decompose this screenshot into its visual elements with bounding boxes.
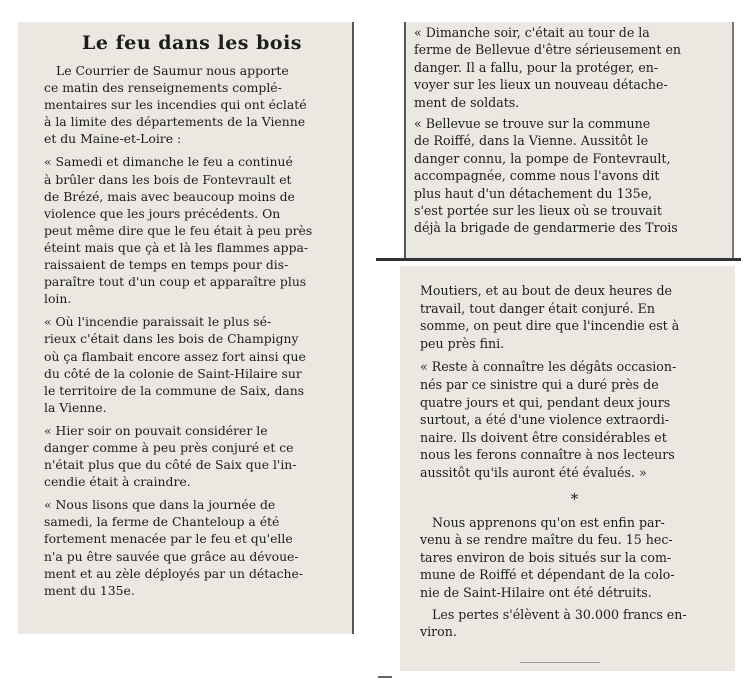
paragraph-bellevue-roiffe: « Bellevue se trouve sur la commune de Roiffé, dans la Vienne. Aussitôt le danger connu, la pompe de Fontevrault, accompagnée, comme nous l'avons dit plus haut d'un détachement du 135e, s'est portée sur les lieux où se trouvait déjà la brigade de gendarmerie des Trois <box>414 116 678 236</box>
paragraph-hier-soir: « Hier soir on pouvait considérer le danger comme à peu près conjuré et ce n'était plus que du côté de Saix que l'in- cendie était à craindre. <box>44 422 297 490</box>
article-clipping-left <box>18 22 354 634</box>
article-clipping-bottom-right <box>400 266 735 671</box>
paragraph-bellevue-danger: « Dimanche soir, c'était au tour de la ferme de Bellevue d'être sérieusement en danger. Il a fallu, pour la protéger, en- voyer sur les lieux un nouveau détache- ment de soldats. <box>414 25 682 110</box>
paragraph-intro: Le Courrier de Saumur nous apporte ce matin des renseignements complé- mentaires sur les incendies qui ont éclaté à la limite des départements de la Vienne et du Maine-et-Loire : <box>44 63 307 147</box>
scan-artifact <box>378 676 392 678</box>
paragraph-chanteloup: « Nous lisons que dans la journée de samedi, la ferme de Chanteloup a été fortement menacée par le feu et qu'elle n'a pu être sauvée que grâce au dévoue- ment et au zèle déployés par un détache- ment du 135e. <box>44 497 304 598</box>
paragraph-samedi: « Samedi et dimanche le feu a continué à brûler dans les bois de Fontevrault et de Brézé, mais avec beaucoup moins de violence que les jours précédents. On peut même dire que le feu était à peu près éteint mais que çà et là les flammes appa- raissaient de temps en temps pour dis- paraître tout d'un coup et apparaître plus loin. <box>44 154 313 307</box>
scan-artifact <box>520 662 600 663</box>
paragraph-pertes: Les pertes s'élèvent à 30.000 francs en- viron. <box>420 606 687 640</box>
paragraph-moutiers: Moutiers, et au bout de deux heures de travail, tout danger était conjuré. En somme, on peut dire que l'incendie est à peu près fini. <box>420 283 680 351</box>
article-title: Le feu dans les bois <box>82 32 302 54</box>
section-separator: * <box>570 489 579 508</box>
column-rule <box>376 258 741 261</box>
paragraph-maitre-du-feu: Nous apprenons qu'on est enfin par- venu à se rendre maître du feu. 15 hec- tares environ de bois situés sur la com- mune de Roiffé et dépendant de la colo- nie de Saint-Hilaire ont été détruits. <box>420 514 675 600</box>
paragraph-champigny: « Où l'incendie paraissait le plus sé- rieux c'était dans les bois de Champigny où ça flambait encore assez fort ainsi que du côté de la colonie de Saint-Hilaire sur le territoire de la commune de Saix, dans la Vienne. <box>44 314 306 415</box>
paragraph-degats: « Reste à connaître les dégâts occasion- nés par ce sinistre qui a duré près de quatre jours et qui, pendant deux jours surtout, a été d'une violence extraordi- naire. Ils doivent être considérables et nous les ferons connaître à nos lecteurs aussitôt qu'ils auront été évalués. » <box>420 359 677 480</box>
article-clipping-top-right <box>404 22 734 260</box>
